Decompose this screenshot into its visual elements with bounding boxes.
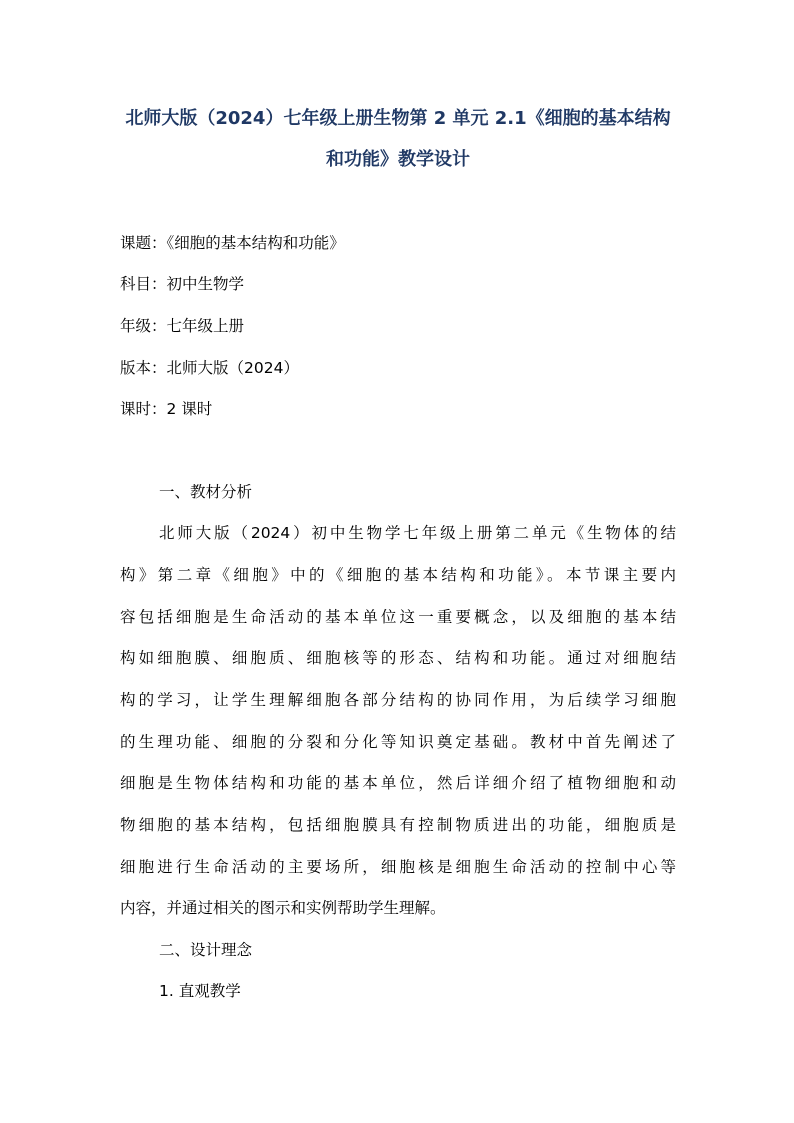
paragraph-line: 细胞是生物体结构和功能的基本单位，然后详细介绍了植物细胞和动 <box>120 774 676 792</box>
document-title-line-2: 和功能》教学设计 <box>326 149 470 170</box>
paragraph-line: 北师大版（2024）初中生物学七年级上册第二单元《生物体的结 <box>159 524 676 542</box>
subheading-intuitive-teaching: 1. 直观教学 <box>159 982 241 1000</box>
paragraph-line: 构》第二章《细胞》中的《细胞的基本结构和功能》。本节课主要内 <box>120 566 676 584</box>
meta-grade: 年级：七年级上册 <box>120 317 245 335</box>
document-title-line-1: 北师大版（2024）七年级上册生物第 2 单元 2.1《细胞的基本结构 <box>125 108 671 129</box>
paragraph-line: 细胞进行生命活动的主要场所，细胞核是细胞生命活动的控制中心等 <box>120 858 676 876</box>
paragraph-line: 物细胞的基本结构，包括细胞膜具有控制物质进出的功能，细胞质是 <box>120 816 676 834</box>
paragraph-line: 内容，并通过相关的图示和实例帮助学生理解。 <box>120 899 446 917</box>
meta-subject: 科目：初中生物学 <box>120 275 245 293</box>
section-heading-design-concept: 二、设计理念 <box>159 941 253 959</box>
paragraph-line: 构的学习，让学生理解细胞各部分结构的协同作用，为后续学习细胞 <box>120 691 676 709</box>
meta-topic: 课题：《细胞的基本结构和功能》 <box>120 234 345 252</box>
paragraph-line: 的生理功能、细胞的分裂和分化等知识奠定基础。教材中首先阐述了 <box>120 733 676 751</box>
section-heading-textbook-analysis: 一、教材分析 <box>159 483 253 501</box>
meta-periods: 课时：2 课时 <box>120 400 213 418</box>
meta-edition: 版本：北师大版（2024） <box>120 359 299 377</box>
paragraph-line: 构如细胞膜、细胞质、细胞核等的形态、结构和功能。通过对细胞结 <box>120 649 676 667</box>
paragraph-line: 容包括细胞是生命活动的基本单位这一重要概念，以及细胞的基本结 <box>120 608 676 626</box>
